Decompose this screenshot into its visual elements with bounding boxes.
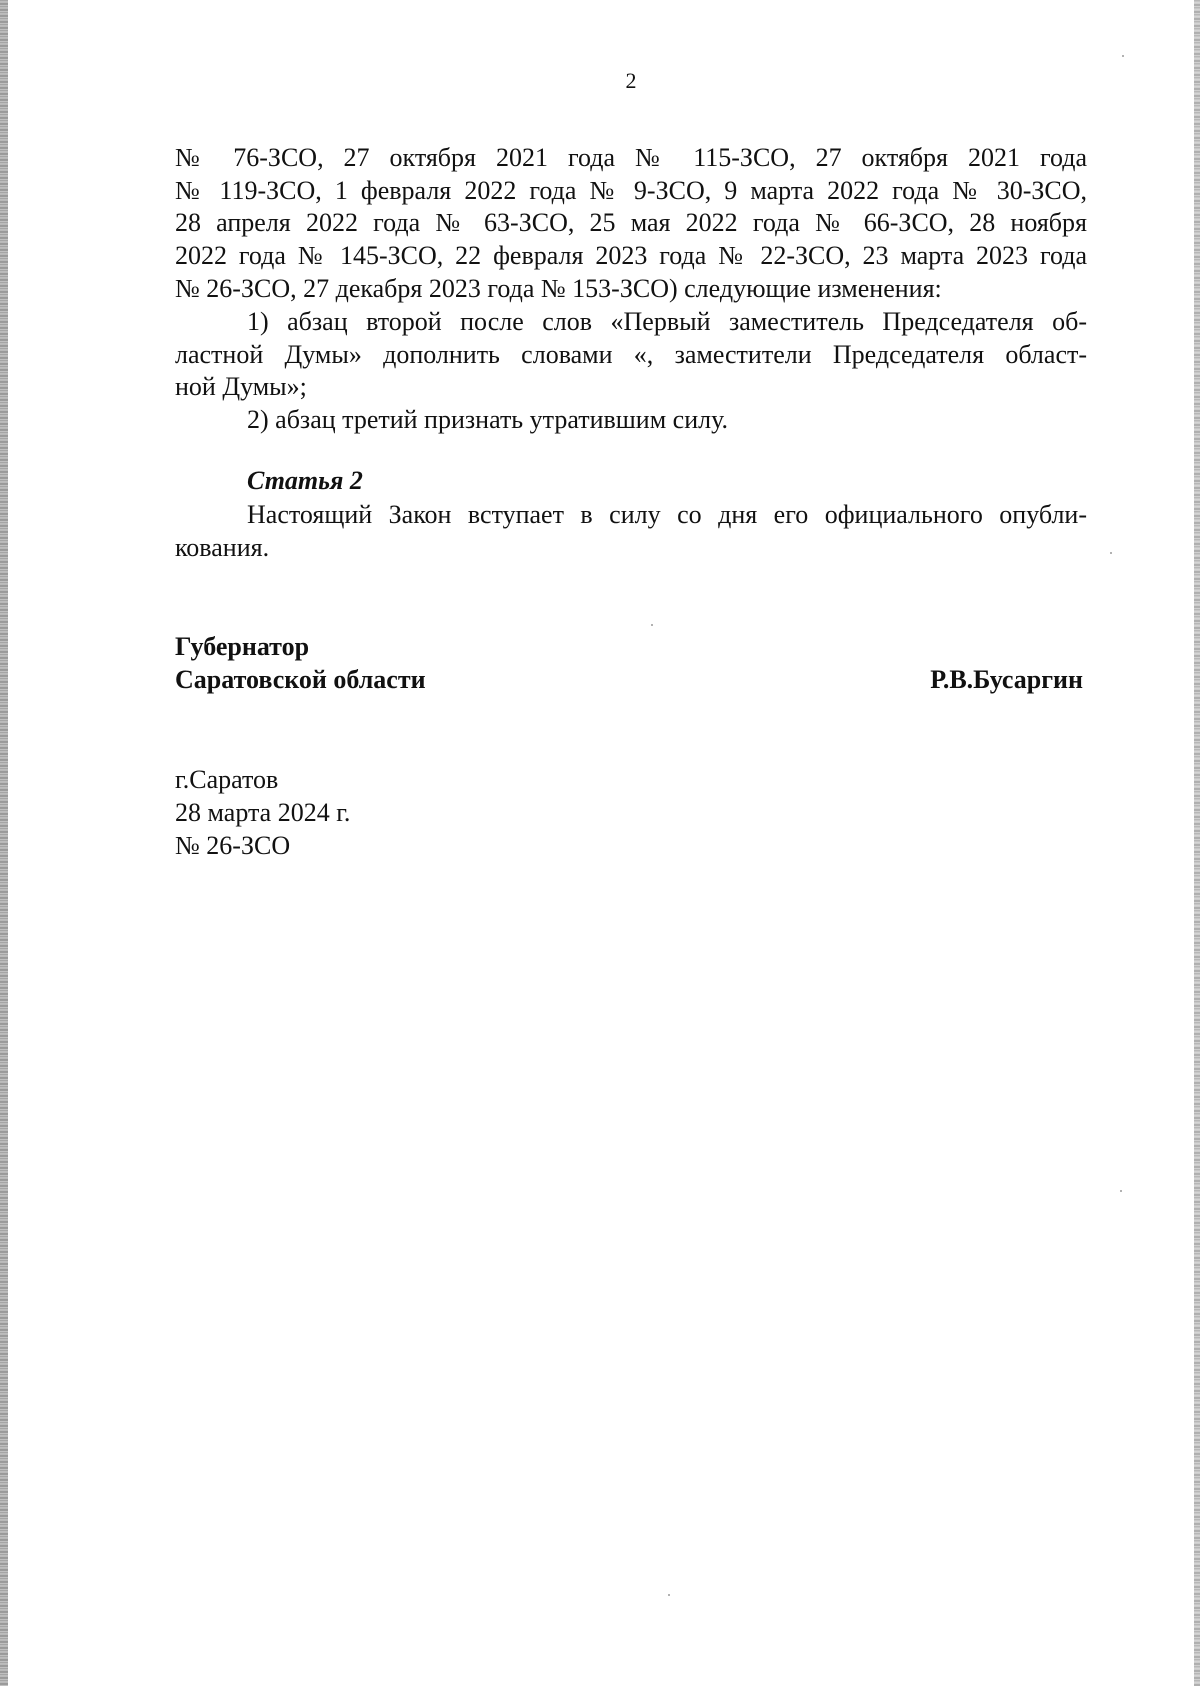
page-number: 2 (625, 68, 637, 93)
scan-speck (1122, 55, 1124, 57)
paragraph-line: № 26-ЗСО, 27 декабря 2023 года № 153-ЗСО) следующие изменения: (175, 273, 942, 303)
article-2-text (175, 499, 1087, 564)
scan-edge-right (1194, 0, 1200, 1686)
paragraph-line: 1) абзац второй после слов «Первый заместитель Председателя об- (247, 307, 1087, 336)
scan-edge-left (0, 0, 8, 1686)
place-date-block (175, 763, 350, 862)
signatory-name: Р.В.Бусаргин (930, 665, 1083, 694)
paragraph-line: Настоящий Закон вступает в силу со дня его официального опубли- (247, 500, 1087, 529)
paragraph-line: 28 апреля 2022 года № 63-ЗСО, 25 мая 2022 года № 66-ЗСО, 28 ноября (175, 208, 1087, 238)
signatory-title-line: Саратовской области (175, 665, 426, 694)
paragraph-line: № 76-ЗСО, 27 октября 2021 года № 115-ЗСО, 27 октября 2021 года (175, 143, 1087, 172)
amendment-item-2 (175, 404, 1087, 437)
scan-speck (651, 624, 653, 626)
amendments-paragraph (175, 142, 1087, 306)
article-heading: Статья 2 (247, 466, 363, 495)
city: г.Саратов (175, 765, 279, 794)
paragraph-line: ластной Думы» дополнить словами «, заместители Председателя област- (175, 339, 1087, 369)
paragraph-line: 2022 года № 145-ЗСО, 22 февраля 2023 года № 22-ЗСО, 23 марта 2023 года (175, 241, 1087, 271)
signatory-title-line: Губернатор (175, 632, 310, 661)
amendment-item-1 (175, 306, 1087, 404)
paragraph-line: № 119-ЗСО, 1 февраля 2022 года № 9-ЗСО, 9 марта 2022 года № 30-ЗСО, (175, 175, 1087, 205)
scan-speck (1110, 552, 1112, 554)
paragraph-line: 2) абзац третий признать утратившим силу. (247, 405, 728, 434)
scan-speck (1120, 1190, 1122, 1192)
signatory-title (175, 630, 426, 696)
paragraph-line: ной Думы»; (175, 372, 307, 402)
paragraph-line: кования. (175, 532, 270, 562)
scan-speck (668, 1594, 670, 1596)
law-number: № 26-ЗСО (175, 831, 291, 860)
date: 28 марта 2024 г. (175, 798, 351, 827)
